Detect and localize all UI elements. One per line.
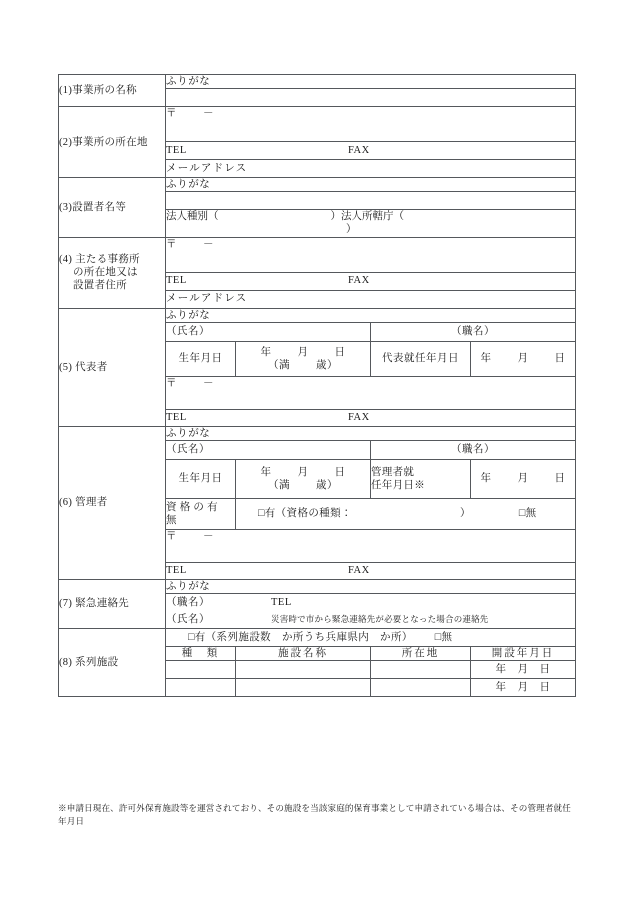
row-label-1 xyxy=(59,75,166,107)
tel-label-6: TEL xyxy=(166,565,187,577)
facility-type-input[interactable] xyxy=(166,661,236,679)
row-number-2: (2) xyxy=(59,136,73,148)
row-label-text-4-line1: 主たる事務所 xyxy=(75,253,140,265)
row-label-4 xyxy=(59,237,166,308)
emergency-post-line[interactable] xyxy=(166,593,576,611)
facility-open-date-input[interactable]: 年 月 日 xyxy=(471,661,576,679)
table-row-3-furigana xyxy=(59,178,576,192)
month-label: 月 xyxy=(517,473,529,485)
fax-label-2: FAX xyxy=(348,145,370,157)
age-open-label: （満 xyxy=(268,359,290,371)
table-row-8-has xyxy=(59,628,576,646)
qualification-label xyxy=(166,498,236,529)
corp-type-close: ） xyxy=(330,211,341,223)
year-label: 年 xyxy=(480,473,492,485)
row-label-text-2: 事業所の所在地 xyxy=(72,136,148,148)
corp-authority-label: 法人所轄庁（ xyxy=(341,211,404,223)
birthdate-input-6[interactable] xyxy=(236,459,371,498)
table-row-6-furigana xyxy=(59,426,576,440)
row-number-3: (3) xyxy=(59,201,73,213)
furigana-field-1[interactable]: ふりがな xyxy=(166,75,576,89)
birthdate-label-5: 生年月日 xyxy=(166,341,236,376)
row-label-6 xyxy=(59,426,166,579)
appointment-label-6 xyxy=(371,459,471,498)
zip-mark-icon: 〒 xyxy=(166,377,177,389)
column-header-facility-name: 施設名称 xyxy=(236,646,371,660)
facility-name-input[interactable] xyxy=(236,661,371,679)
fax-label-5: FAX xyxy=(348,412,370,424)
emergency-post-field[interactable]: （職名） xyxy=(166,596,210,608)
age-close-label: 歳） xyxy=(316,479,338,491)
day-label: 日 xyxy=(334,346,346,358)
row-label-2 xyxy=(59,107,166,178)
zip-mark-icon: 〒 xyxy=(166,238,177,250)
tel-label-5: TEL xyxy=(166,412,187,424)
row-label-text-8: 系列施設 xyxy=(75,656,119,668)
appointment-date-input-5[interactable] xyxy=(471,341,576,376)
row-label-3 xyxy=(59,178,166,237)
facility-name-input[interactable] xyxy=(236,679,371,697)
day-label: 日 xyxy=(554,353,566,365)
table-row-2 xyxy=(59,107,576,142)
emergency-tel-label: TEL xyxy=(271,596,292,608)
zip-dash: － xyxy=(203,530,214,542)
row-label-text-5: 代表者 xyxy=(75,361,108,373)
tel-fax-line-5[interactable] xyxy=(166,409,576,426)
year-label: 年 xyxy=(260,346,272,358)
mail-label-4[interactable]: メールアドレス xyxy=(166,290,576,308)
corp-authority-close: ） xyxy=(346,224,357,236)
tel-label-2: TEL xyxy=(166,145,187,157)
row-label-8 xyxy=(59,628,166,696)
month-label: 月 xyxy=(297,346,309,358)
year-label: 年 xyxy=(260,466,272,478)
manager-name-field[interactable]: （氏名） xyxy=(166,440,371,459)
birthdate-label-6: 生年月日 xyxy=(166,459,236,498)
zip-mark-icon: 〒 xyxy=(166,108,177,120)
emergency-name-line[interactable] xyxy=(166,611,576,629)
zip-line-6[interactable] xyxy=(166,529,576,562)
appointment-label-6-line2: 任年月日※ xyxy=(371,479,425,491)
manager-post-field[interactable]: （職名） xyxy=(371,440,576,459)
month-label: 月 xyxy=(517,353,529,365)
row-number-5: (5) xyxy=(59,361,73,373)
qualification-no-checkbox[interactable]: □無 xyxy=(518,508,537,520)
corporation-line[interactable] xyxy=(166,210,576,237)
qualification-label-line2: 無 xyxy=(166,514,177,526)
facility-address-input[interactable] xyxy=(371,679,471,697)
office-name-input[interactable] xyxy=(166,89,576,107)
application-form-table xyxy=(58,74,576,697)
tel-fax-line-2[interactable] xyxy=(166,142,576,160)
affiliated-yes-checkbox[interactable]: □有（系列施設数 か所うち兵庫県内 か所） xyxy=(188,631,413,643)
column-header-address: 所在地 xyxy=(371,646,471,660)
row-label-text-4-line3: 設置者住所 xyxy=(73,280,127,292)
qualification-yes-close: ） xyxy=(459,508,471,520)
month-label: 月 xyxy=(297,466,309,478)
furigana-field-5[interactable]: ふりがな xyxy=(166,308,576,322)
age-close-label: 歳） xyxy=(316,359,338,371)
qualification-label-line1: 資格の有 xyxy=(166,501,221,513)
column-header-type: 種 類 xyxy=(166,646,236,660)
table-row-1-furigana xyxy=(59,75,576,89)
founder-name-input[interactable] xyxy=(166,192,576,210)
affiliated-no-checkbox[interactable]: □無 xyxy=(434,631,453,643)
fax-label-6: FAX xyxy=(348,565,370,577)
tel-fax-line-6[interactable] xyxy=(166,562,576,579)
tel-label-4: TEL xyxy=(166,275,187,287)
zip-line-5[interactable] xyxy=(166,376,576,409)
zip-dash: － xyxy=(203,238,214,250)
row-label-text-6: 管理者 xyxy=(75,497,108,509)
furigana-field-6[interactable]: ふりがな xyxy=(166,426,576,440)
representative-name-field[interactable]: （氏名） xyxy=(166,322,371,341)
table-row-4 xyxy=(59,237,576,272)
facility-open-date-input[interactable]: 年 月 日 xyxy=(471,679,576,697)
representative-post-field[interactable]: （職名） xyxy=(371,322,576,341)
affiliated-choice-group[interactable] xyxy=(166,628,576,646)
qualification-choice-group[interactable] xyxy=(236,498,576,529)
row-label-text-7: 緊急連絡先 xyxy=(75,598,130,610)
row-number-7: (7) xyxy=(59,598,73,610)
zip-line-2[interactable] xyxy=(166,107,576,142)
row-label-5 xyxy=(59,308,166,426)
row-label-7 xyxy=(59,579,166,628)
appointment-date-input-6[interactable] xyxy=(471,459,576,498)
day-label: 日 xyxy=(334,466,346,478)
tel-fax-line-4[interactable] xyxy=(166,272,576,290)
year-label: 年 xyxy=(480,353,492,365)
furigana-field-7[interactable]: ふりがな xyxy=(166,579,576,593)
zip-dash: － xyxy=(203,377,214,389)
corp-type-label: 法人種別（ xyxy=(166,211,219,223)
age-open-label: （満 xyxy=(268,479,290,491)
facility-type-input[interactable] xyxy=(166,679,236,697)
emergency-note: 災害時で市から緊急連絡先が必要となった場合の連絡先 xyxy=(271,613,489,624)
zip-mark-icon: 〒 xyxy=(166,530,177,542)
appointment-label-6-line1: 管理者就 xyxy=(371,466,415,478)
day-label: 日 xyxy=(554,473,566,485)
facility-address-input[interactable] xyxy=(371,661,471,679)
appointment-label-5: 代表就任年月日 xyxy=(371,341,471,376)
column-header-open-date: 開設年月日 xyxy=(471,646,576,660)
row-number-4: (4) xyxy=(59,253,73,265)
table-row-7-furigana xyxy=(59,579,576,593)
row-number-6: (6) xyxy=(59,497,73,509)
mail-label-2[interactable]: メールアドレス xyxy=(166,160,576,178)
zip-line-4[interactable] xyxy=(166,237,576,272)
zip-dash: － xyxy=(203,108,214,120)
row-label-text-1: 事業所の名称 xyxy=(72,85,137,96)
qualification-yes-checkbox[interactable]: □有（資格の種類： xyxy=(258,508,352,520)
fax-label-4: FAX xyxy=(348,275,370,287)
emergency-name-field[interactable]: （氏名） xyxy=(166,613,210,625)
row-number-1: (1) xyxy=(59,85,73,96)
form-footnote: ※申請日現在、許可外保育施設等を運営されており、その施設を当該家庭的保育事業として申請されている場合は、その管理者就任年月日 xyxy=(58,803,571,827)
birthdate-input-5[interactable] xyxy=(236,341,371,376)
table-row-5-furigana xyxy=(59,308,576,322)
row-label-text-4-line2: の所在地又は xyxy=(73,266,138,278)
row-label-text-3: 設置者名等 xyxy=(72,201,127,213)
row-number-8: (8) xyxy=(59,656,73,668)
furigana-field-3[interactable]: ふりがな xyxy=(166,178,576,192)
